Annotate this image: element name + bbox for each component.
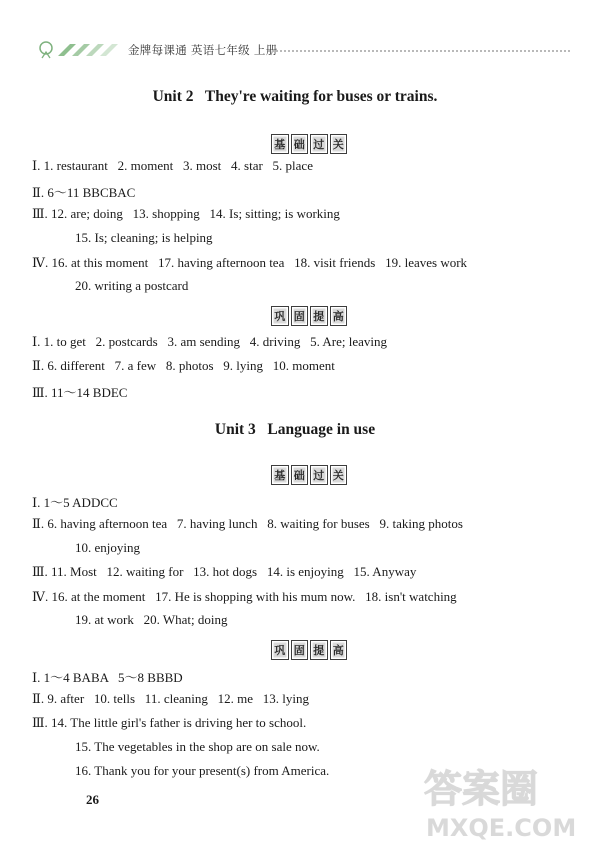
badge-char: 基	[271, 134, 289, 154]
section-badge-basic	[271, 465, 347, 485]
answer-line: Ⅱ. 6～11 BBCBAC	[32, 185, 136, 200]
answer-line: Ⅰ. 1～4 BABA 5～8 BBBD	[32, 670, 183, 685]
badge-char: 础	[291, 134, 309, 154]
brand-logo-icon	[36, 38, 124, 62]
answer-line: 20. writing a postcard	[75, 278, 189, 293]
badge-char: 固	[291, 640, 309, 660]
badge-char: 提	[310, 640, 328, 660]
badge-char: 高	[330, 306, 348, 326]
answer-line: Ⅱ. 6. different 7. a few 8. photos 9. lying 10. moment	[32, 358, 335, 373]
unit-2-title: Unit 2 They're waiting for buses or trains.	[152, 88, 438, 105]
badge-char: 基	[271, 465, 289, 485]
badge-char: 高	[330, 640, 348, 660]
section-badge-advanced	[271, 640, 347, 660]
answer-line: Ⅳ. 16. at the moment 17. He is shopping with his mum now. 18. isn't watching	[32, 589, 457, 604]
answer-line: Ⅲ. 14. The little girl's father is driving her to school.	[32, 715, 307, 730]
answer-line: 19. at work 20. What; doing	[75, 612, 228, 627]
answer-line: Ⅲ. 12. are; doing 13. shopping 14. Is; sitting; is working	[32, 206, 340, 221]
answer-line: 16. Thank you for your present(s) from America.	[75, 763, 330, 778]
unit-3-title: Unit 3 Language in use	[214, 421, 376, 438]
badge-char: 关	[330, 134, 348, 154]
answer-line: 15. Is; cleaning; is helping	[75, 230, 213, 245]
section-badge-advanced	[271, 306, 347, 326]
badge-char: 础	[291, 465, 309, 485]
answer-line: Ⅱ. 9. after 10. tells 11. cleaning 12. me 13. lying	[32, 691, 309, 706]
answer-line: Ⅲ. 11～14 BDEC	[32, 385, 128, 400]
page-number: 26	[86, 792, 99, 807]
answer-line: Ⅱ. 6. having afternoon tea 7. having lunch 8. waiting for buses 9. taking photos	[32, 516, 463, 531]
section-badge-basic	[271, 134, 347, 154]
badge-char: 巩	[271, 306, 289, 326]
badge-char: 过	[310, 465, 328, 485]
watermark-logo-icon	[418, 758, 578, 840]
answer-line: Ⅰ. 1～5 ADDCC	[32, 495, 118, 510]
badge-char: 过	[310, 134, 328, 154]
answer-line: 10. enjoying	[75, 540, 140, 555]
badge-char: 关	[330, 465, 348, 485]
watermark-bottom-text: MXQE.COM	[426, 814, 577, 840]
header-dotted-rule	[268, 50, 570, 52]
answer-line: Ⅰ. 1. to get 2. postcards 3. am sending 4. driving 5. Are; leaving	[32, 334, 387, 349]
watermark-top-text: 答案圈	[424, 767, 539, 811]
answer-line: 15. The vegetables in the shop are on sale now.	[75, 739, 320, 754]
brand-title: 金牌每课通 英语七年级 上册	[128, 43, 278, 57]
answer-line: Ⅲ. 11. Most 12. waiting for 13. hot dogs 14. is enjoying 15. Anyway	[32, 564, 417, 579]
badge-char: 巩	[271, 640, 289, 660]
badge-char: 提	[310, 306, 328, 326]
answer-line: Ⅰ. 1. restaurant 2. moment 3. most 4. star 5. place	[32, 158, 313, 173]
page-header	[22, 34, 570, 64]
badge-char: 固	[291, 306, 309, 326]
answer-line: Ⅳ. 16. at this moment 17. having afternoon tea 18. visit friends 19. leaves work	[32, 255, 468, 270]
